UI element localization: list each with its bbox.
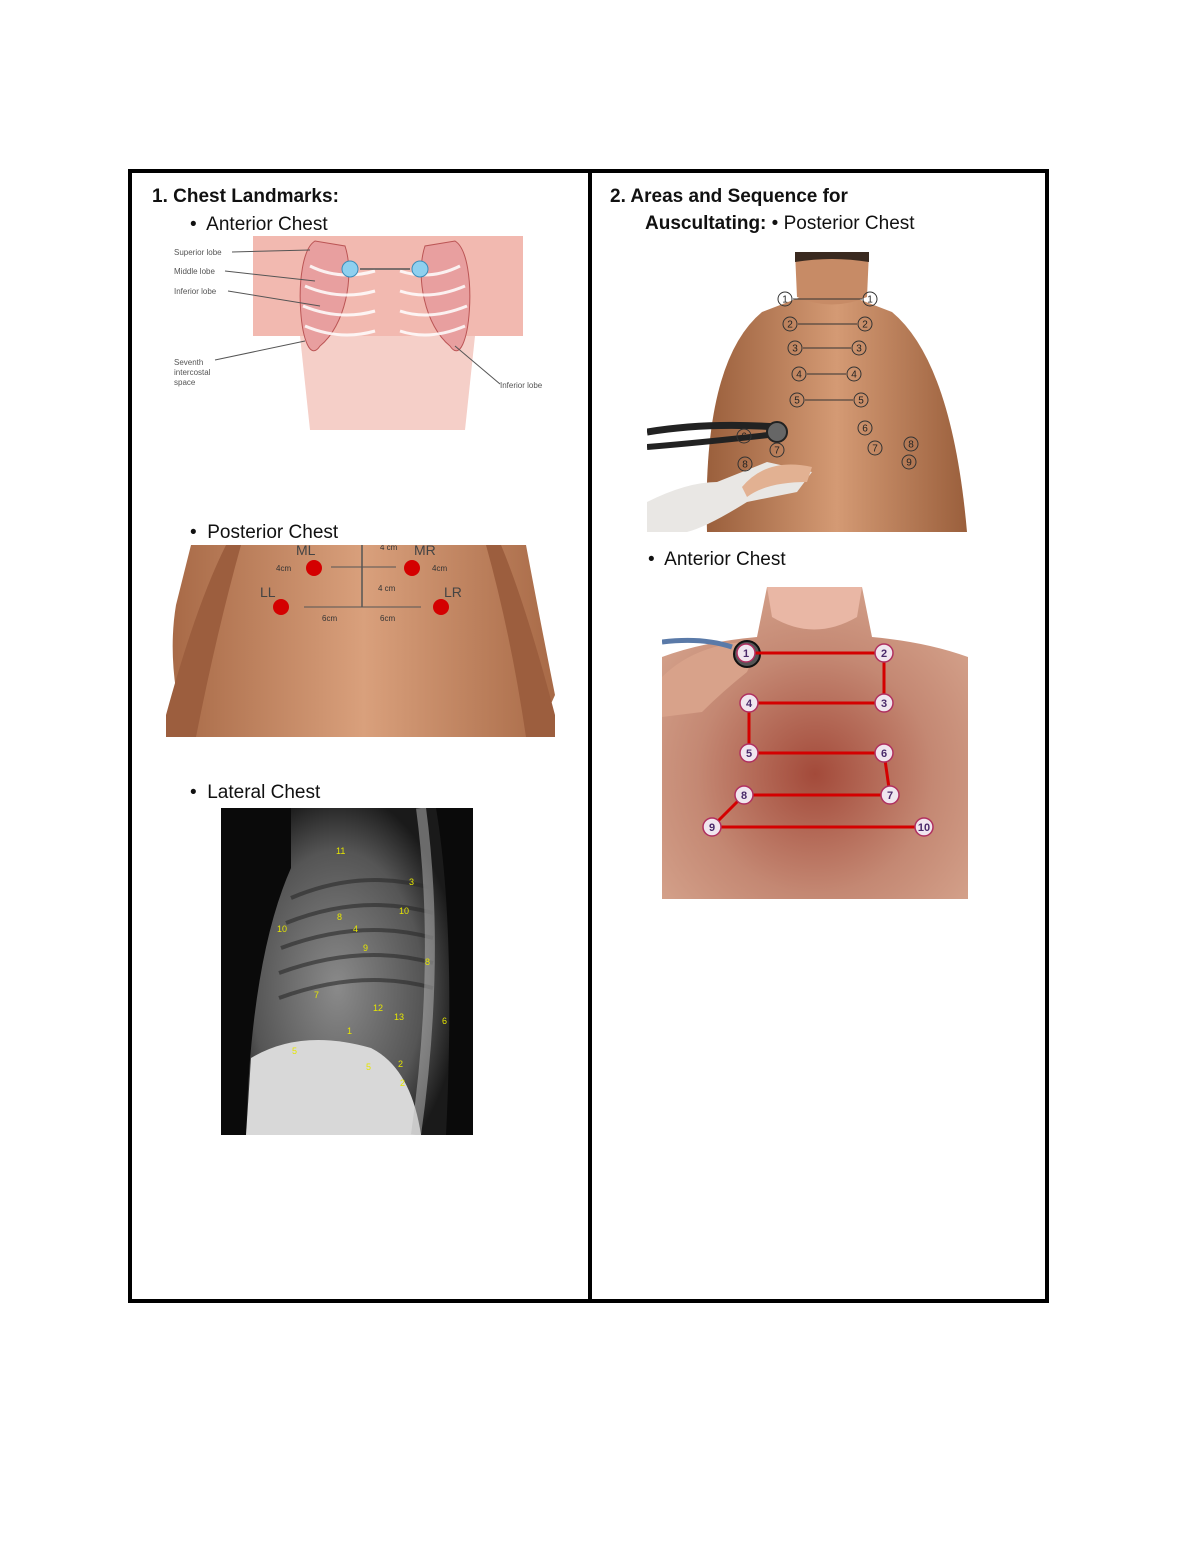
sequence-number: 9 xyxy=(708,822,716,834)
mr-label: MR xyxy=(414,545,436,558)
ll-label: LL xyxy=(260,584,276,600)
sequence-number: 4 xyxy=(745,698,753,710)
bullet: • xyxy=(190,214,197,235)
space-label: space xyxy=(174,378,196,387)
anterior-auscultation-photo xyxy=(662,587,968,899)
ml-label: ML xyxy=(296,545,316,558)
anterior-auscultation-svg xyxy=(662,587,968,899)
bullet: • xyxy=(190,782,197,803)
xray-number: 10 xyxy=(399,906,410,916)
dist-6cm-left: 6cm xyxy=(322,614,338,623)
lateral-chest-label: Lateral Chest xyxy=(207,782,321,803)
posterior-chest-item xyxy=(190,522,338,544)
xray-number: 8 xyxy=(425,957,431,967)
xray-number: 1 xyxy=(347,1026,353,1036)
posterior-chest-label: Posterior Chest xyxy=(207,522,339,543)
dist-4cm-right: 4cm xyxy=(432,564,448,573)
sequence-number: 1 xyxy=(742,648,750,660)
sequence-number: 8 xyxy=(742,459,748,471)
sequence-number: 8 xyxy=(908,439,914,451)
anterior-chest-diagram xyxy=(170,236,555,430)
dist-4cm-top: 4 cm xyxy=(380,545,398,552)
sequence-number: 4 xyxy=(851,369,857,381)
anterior-seq-item xyxy=(648,549,786,571)
bullet: • xyxy=(771,213,779,234)
inferior-lobe-label: Inferior lobe xyxy=(174,287,217,296)
sequence-number: 10 xyxy=(917,822,931,834)
xray-number: 5 xyxy=(366,1062,372,1072)
lr-label: LR xyxy=(444,584,462,600)
xray-number: 7 xyxy=(314,990,320,1000)
sequence-number: 7 xyxy=(774,445,780,457)
sequence-number: 6 xyxy=(880,748,888,760)
anterior-chest-item xyxy=(190,214,328,236)
sequence-number: 7 xyxy=(886,790,894,802)
sequence-number: 9 xyxy=(906,457,912,469)
bullet: • xyxy=(648,549,655,570)
sequence-number: 2 xyxy=(862,319,868,331)
xray-number: 11 xyxy=(336,846,346,856)
bullet: • xyxy=(190,522,197,543)
xray-number: 8 xyxy=(337,912,343,922)
xray-number: 4 xyxy=(353,924,359,934)
right-heading-line2 xyxy=(645,213,915,235)
sequence-number: 1 xyxy=(867,294,873,306)
posterior-auscultation-photo xyxy=(647,252,972,532)
sequence-number: 5 xyxy=(745,748,753,760)
posterior-chest-photo xyxy=(166,545,555,737)
lateral-chest-xray xyxy=(221,808,473,1135)
sequence-number: 6 xyxy=(741,431,747,443)
sequence-number: 4 xyxy=(796,369,802,381)
dist-4cm-left: 4cm xyxy=(276,564,292,573)
sequence-number: 2 xyxy=(880,648,888,660)
xray-number: 12 xyxy=(373,1003,384,1013)
xray-number: 10 xyxy=(277,924,288,934)
anterior-chest-label: Anterior Chest xyxy=(206,214,328,235)
sequence-number: 3 xyxy=(856,343,862,355)
xray-number: 2 xyxy=(400,1078,406,1088)
xray-number: 9 xyxy=(363,943,369,953)
sequence-number: 1 xyxy=(782,294,788,306)
sequence-number: 5 xyxy=(858,395,864,407)
sequence-number: 3 xyxy=(880,698,888,710)
sequence-number: 6 xyxy=(862,423,868,435)
posterior-auscultation-svg xyxy=(647,252,972,532)
anterior-chest-seq-label: Anterior Chest xyxy=(664,549,786,570)
xray-number: 5 xyxy=(292,1046,298,1056)
intercostal-label: intercostal xyxy=(174,368,211,377)
dist-4cm-mid: 4 cm xyxy=(378,584,396,593)
superior-lobe-label: Superior lobe xyxy=(174,248,222,257)
anterior-chest-svg xyxy=(170,236,555,430)
sequence-number: 8 xyxy=(740,790,748,802)
xray-number: 3 xyxy=(409,877,415,887)
seventh-label: Seventh xyxy=(174,358,204,367)
sequence-number: 5 xyxy=(794,395,800,407)
inferior-lobe-right-label: Inferior lobe xyxy=(500,381,543,390)
dist-6cm-right: 6cm xyxy=(380,614,396,623)
xray-number: 6 xyxy=(442,1016,448,1026)
xray-number: 2 xyxy=(398,1059,404,1069)
posterior-chest-svg xyxy=(166,545,555,737)
column-divider xyxy=(588,173,592,1299)
sequence-number: 2 xyxy=(787,319,793,331)
sequence-number: 7 xyxy=(872,443,878,455)
xray-number: 13 xyxy=(394,1012,405,1022)
lateral-chest-item xyxy=(190,782,320,804)
left-heading: 1. Chest Landmarks: xyxy=(152,186,339,207)
right-heading: 2. Areas and Sequence for xyxy=(610,186,848,207)
auscultating-label: Auscultating: xyxy=(645,213,767,234)
middle-lobe-label: Middle lobe xyxy=(174,267,215,276)
sequence-number: 3 xyxy=(792,343,798,355)
xray-svg xyxy=(221,808,473,1135)
posterior-chest-seq-label: Posterior Chest xyxy=(783,213,915,234)
